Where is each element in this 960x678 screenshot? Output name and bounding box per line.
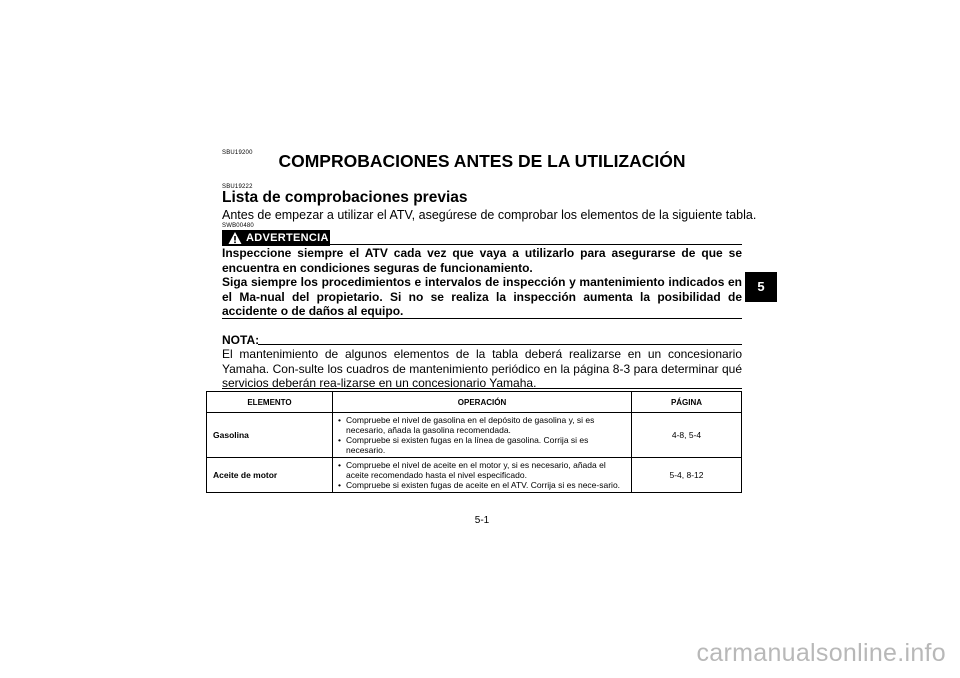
column-header-item: ELEMENTO [207, 392, 333, 413]
operation-cell [333, 458, 632, 493]
page-cell: 5-4, 8-12 [632, 458, 742, 493]
code-sub: SBU19222 [222, 184, 253, 190]
warning-header [222, 230, 742, 246]
warning-icon [228, 231, 242, 245]
page-title: COMPROBACIONES ANTES DE LA UTILIZACIÓN [278, 151, 686, 171]
note-header [222, 333, 742, 347]
warning-rule [330, 244, 742, 245]
page-number: 5-1 [474, 515, 490, 526]
operation-item: • Compruebe el nivel de gasolina en el depósito de gasolina y, si es necesario, añada la gasolina recomendada. [337, 415, 627, 435]
table-row [207, 458, 742, 493]
item-cell: Aceite de motor [207, 458, 333, 493]
note-label: NOTA: [222, 333, 260, 347]
operation-item: • Compruebe si existen fugas de aceite en el ATV. Corrija si es nece-sario. [337, 480, 627, 490]
warning-bottom-rule [222, 318, 742, 319]
table-row [207, 413, 742, 458]
operation-item: • Compruebe el nivel de aceite en el motor y, si es necesario, añada el aceite recomendado hasta el nivel especificado. [337, 460, 627, 480]
checklist-table [206, 391, 742, 493]
item-cell: Gasolina [207, 413, 333, 458]
section-tab: 5 [745, 272, 777, 302]
intro-text: Antes de empezar a utilizar el ATV, asegúrese de comprobar los elementos de la siguiente tabla. [222, 208, 757, 222]
column-header-operation: OPERACIÓN [333, 392, 632, 413]
code-main: SBU19200 [222, 150, 253, 156]
column-header-page: PÁGINA [632, 392, 742, 413]
warning-paragraph: Inspeccione siempre el ATV cada vez que vaya a utilizarlo para asegurarse de que se encuentra en condiciones seguras de funcionamiento. [222, 246, 742, 275]
operation-cell [333, 413, 632, 458]
warning-badge [222, 230, 330, 246]
page-cell: 4-8, 5-4 [632, 413, 742, 458]
table-header-row [207, 392, 742, 413]
warning-text [222, 246, 742, 319]
watermark: carmanualsonline.info [696, 639, 946, 667]
section-title: Lista de comprobaciones previas [222, 189, 468, 206]
note-text: El mantenimiento de algunos elementos de la tabla deberá realizarse en un concesionario Yamaha. Con-sulte los cuadros de mantenimiento periódico en la página 8-3 para determinar qué servicios deberán rea-lizarse en un concesionario Yamaha. [222, 347, 742, 390]
note-rule [258, 344, 742, 345]
code-warning: SWB00480 [222, 223, 254, 229]
warning-label: ADVERTENCIA [246, 232, 329, 244]
note-bottom-rule [222, 388, 742, 389]
operation-item: • Compruebe si existen fugas en la línea de gasolina. Corrija si es necesario. [337, 435, 627, 455]
warning-paragraph: Siga siempre los procedimientos e intervalos de inspección y mantenimiento indicados en el Ma-nual del propietario. Si no se realiza la inspección aumenta la posibilidad de accidente o de daños al equipo. [222, 275, 742, 319]
